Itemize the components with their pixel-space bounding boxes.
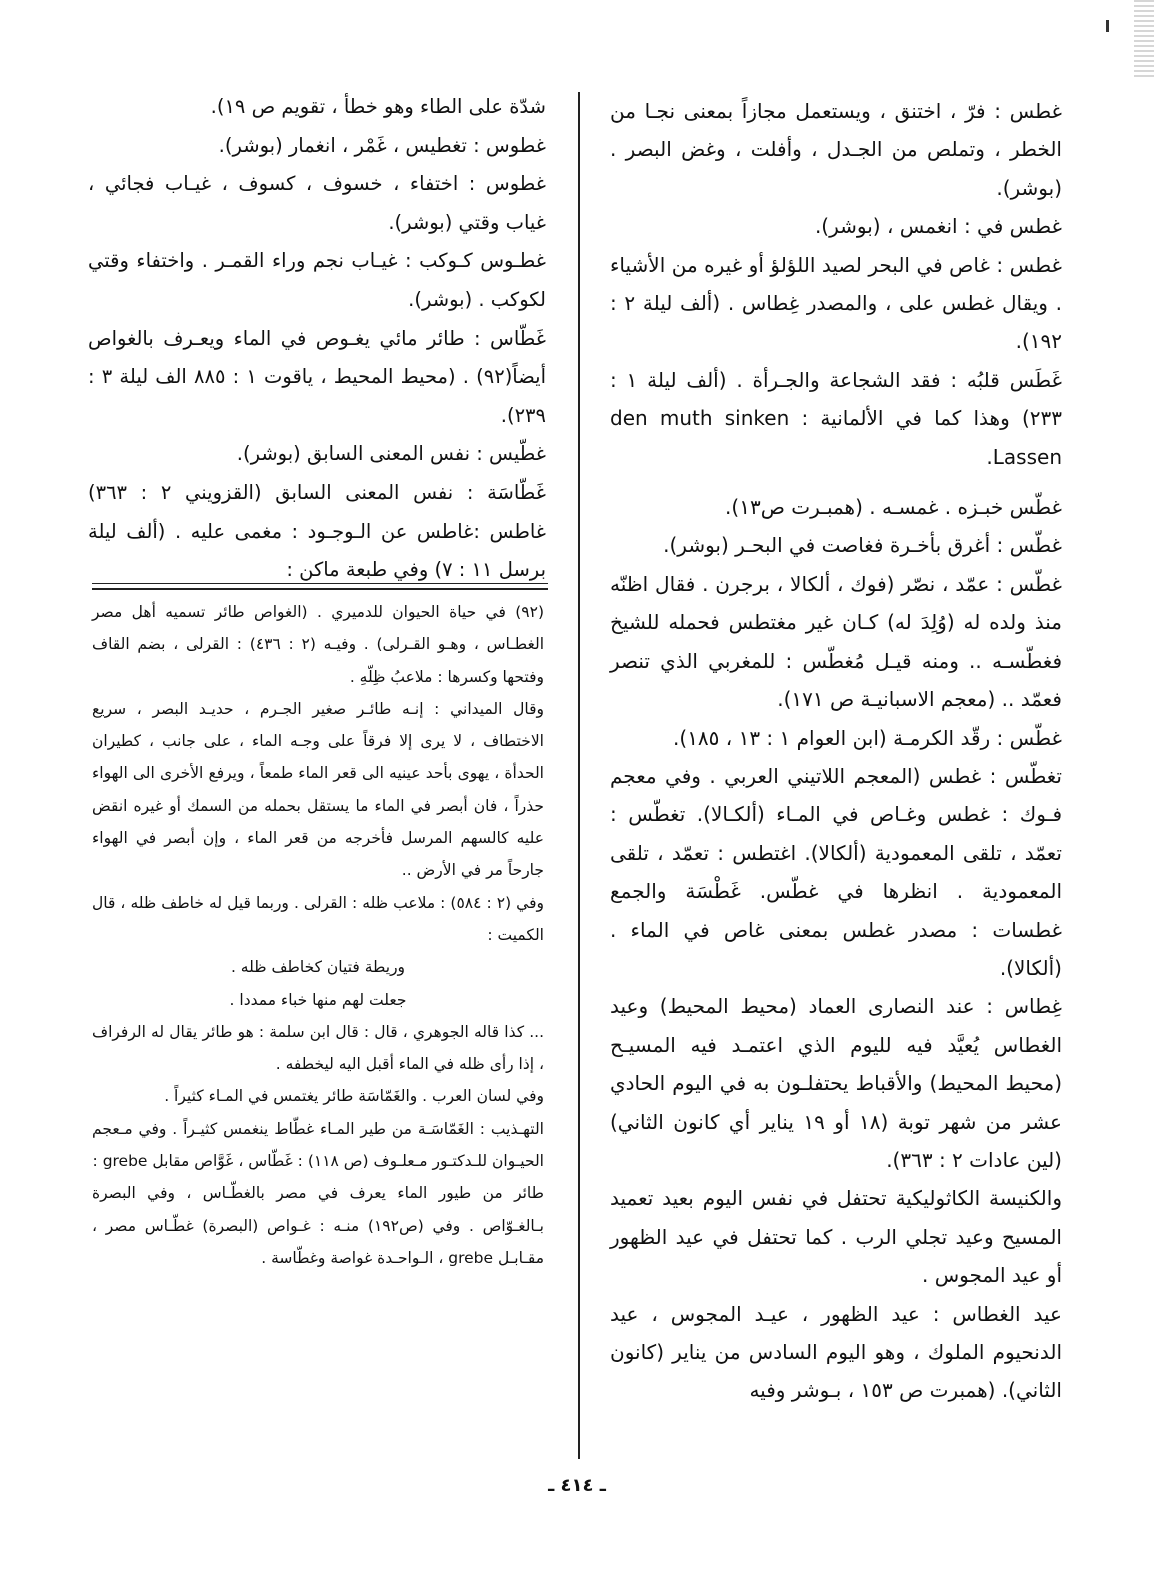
footnote-paragraph: (٩٢) في حياة الحيوان للدميري . (الغواص طائر تسميه أهل مصر الغطـاس ، وهـو القـرلى) . وفيـه (٢ : ٤٣٦) : القرلى ، بضم القاف وفتحها وكسرها : ملاعبُ ظِلّهِ . [92,603,544,686]
entry: غطّس : رقّد الكرمـة (ابن العوام ١ : ١٣ ، ١٨٥). [673,725,1062,750]
footnote-rule-thick [92,588,548,590]
scan-mark [1106,20,1109,32]
footnote-paragraph: ... كذا قاله الجوهري ، قال : قال ابن سلمة : هو طائر يقال له الرفراف ، إذا رأى ظله في الماء أقبل اليه ليخطفه . [92,1022,544,1074]
scan-edge [1134,0,1154,80]
entry: غطّس : عمّد ، نصّر (فوك ، ألكالا ، برجرن . فقال اظنّه منذ ولده له (وُلِدَ له) كـان غير مغتطس فحمله للشيخ فغطّسـه .. ومنه قيـل مُغطّس : للمغربي الذي تنصر فعمّد .. (معجم الاسبانيـة ص ١٧١). [610,571,1062,712]
entry: عيد الغطاس : عيد الظهور ، عيـد المجوس ، عيد الدنحيوم الملوك ، وهو اليوم السادس من يناير (كانون الثاني). (همبرت ص ١٥٣ ، بـوشر وفيه [610,1301,1062,1403]
entry: غطـوس كـوكب : غيـاب نجم وراء القمـر . واختفاء وقتي لكوكب . (بوشر). [88,249,546,311]
entry: غطوس : تغطيس ، غَمْر ، انغمار (بوشر). [218,133,546,157]
entry: غَطّاسَة : نفس المعنى السابق (القزويني ٢ : ٣٦٣) غاطس :غاطس عن الـوجـود : مغمى عليه . (ألف ليلة برسل ١١ : ٧) وفي طبعة ماكن : [88,480,546,582]
entry: شدّة على الطاء وهو خطأ ، تقويم ص ١٩). [210,95,546,118]
entry: غَطّاس : طائر مائي يغـوص في الماء ويعـرف بالغواص أيضاً(٩٢) . (محيط المحيط ، ياقوت ١ : ٨٨٥ الف ليلة ٣ : ٢٣٩). [88,326,547,427]
entry: غطس : غاص في البحر لصيد اللؤلؤ أو غيره من الأشياء . ويقال غطس على ، والمصدر غِطاس . (ألف ليلة ٢ : ١٩٢). [610,252,1062,354]
entry: غطّس خبـزه . غمسـه . (همبـرت ص١٣). [725,495,1062,520]
entry: غطوس : اختفاء ، خسوف ، كسوف ، غيـاب فجائي ، غياب وقتي (بوشر). [88,172,546,234]
entry: غطّيس : نفس المعنى السابق (بوشر). [236,442,546,466]
footnote-paragraph: وفي لسان العرب . والغَمّاسَة طائر يغتمس في المـاء كثيراً . [164,1087,544,1106]
footnote-paragraph: التهـذيب : الغَمّاسَـة من طير المـاء غطّاط ينغمس كثيـراً . وفي مـعجم الحيـوان للـدكتـور مـعلـوف (ص ١١٨) : غَطّاس ، غَوَّاص مقابل grebe : [92,1119,544,1171]
column-divider [578,92,580,1459]
footnote-paragraph: وفي (٢ : ٥٨٤) : ملاعب ظله : القرلى . وربما قيل له خاطف ظله ، قال الكميت : [92,893,544,944]
entry: والكنيسة الكاثوليكية تحتفل في نفس اليوم بعيد تعميد المسيح وعيد تجلي الرب . كما تحتفل في عيد الظهور أو عيد المجوس . [610,1186,1062,1288]
entry: غَطَس قلبُه : فقد الشجاعة والجـرأة . (ألف ليلة ١ : ٢٣٣) وهذا كما في الألمانية : den muth sinken Lassen. [610,367,1063,469]
entry: غطس : فرّ ، اختنق ، ويستعمل مجازاً بمعنى نجـا من الخطر ، وتملص من الجـدل ، وأفلت ، وغض البصر . (بوشر). [610,99,1062,200]
footnote-paragraph: طائر من طيور الماء يعرف في مصر بالغطّـاس ، وفي البصرة بـالغـوّاص . وفي (ص١٩٢) منـه : غـواص (البصرة) غطّـاس مصر ، مقـابـل grebe ، الـواحـدة غواصة وغطّاسة . [92,1184,544,1267]
entry: غِطاس : عند النصارى العماد (محيط المحيط) وعيد الغطاس يُعيَّد فيه لليوم الذي اعتمـد فيه المسيـح (محيط المحيط) والأقباط يحتفلـون به في اليوم الحادي عشر من شهر توبة (١٨ أو ١٩ يناير أي كانون الثاني) (لين عادات ٢ : ٣٦٣). [610,994,1062,1172]
right-column [610,92,1062,1410]
footnote-rule [92,583,548,584]
footnotes [92,596,544,1274]
entry: غطّس : أغرق بأخـرة فغاصت في البحـر (بوشر). [663,533,1062,558]
entry: تغطّس : غطس (المعجم اللاتيني العربي . وفي معجم فـوك : غطس وغـاص في المـاء (ألكـالا). تغطّس : تعمّد ، تلقى المعمودية (ألكالا). اغتطس : تعمّد ، تلقى المعمودية . انظرها في غطّس. غَطْسَة والجمع غطسات : مصدر غطس بمعنى غاص في الماء . (ألكالا). [610,763,1062,980]
verse-line: وريطة فتيان كخاطف ظله . [230,958,406,977]
footnote-paragraph: وقال الميداني : إنـه طائـر صغير الجـرم ، حديـد البصر ، سريع الاختطاف ، لا يرى إلا فرقاً على وجـه الماء ، على جانب ، كطيران الحدأة ، يهوى بأحد عينيه الى قعر الماء طمعاً ، ويرفع الأخرى الى الهواء حذراً ، فان أبصر في الماء ما يستقل بحمله من السمك أو غيره انقض عليه كالسهم المرسل فأخرجه من قعر الماء ، وإن أبصر في الهواء جارحاً مر في الأرض .. [92,699,544,880]
entry: غطس في : انغمس ، (بوشر). [814,214,1062,239]
page-number: ـ ٤١٤ ـ [548,1475,606,1496]
verse-line: جعلت لهم منها خباء ممددا . [229,990,407,1009]
left-column [88,88,546,590]
